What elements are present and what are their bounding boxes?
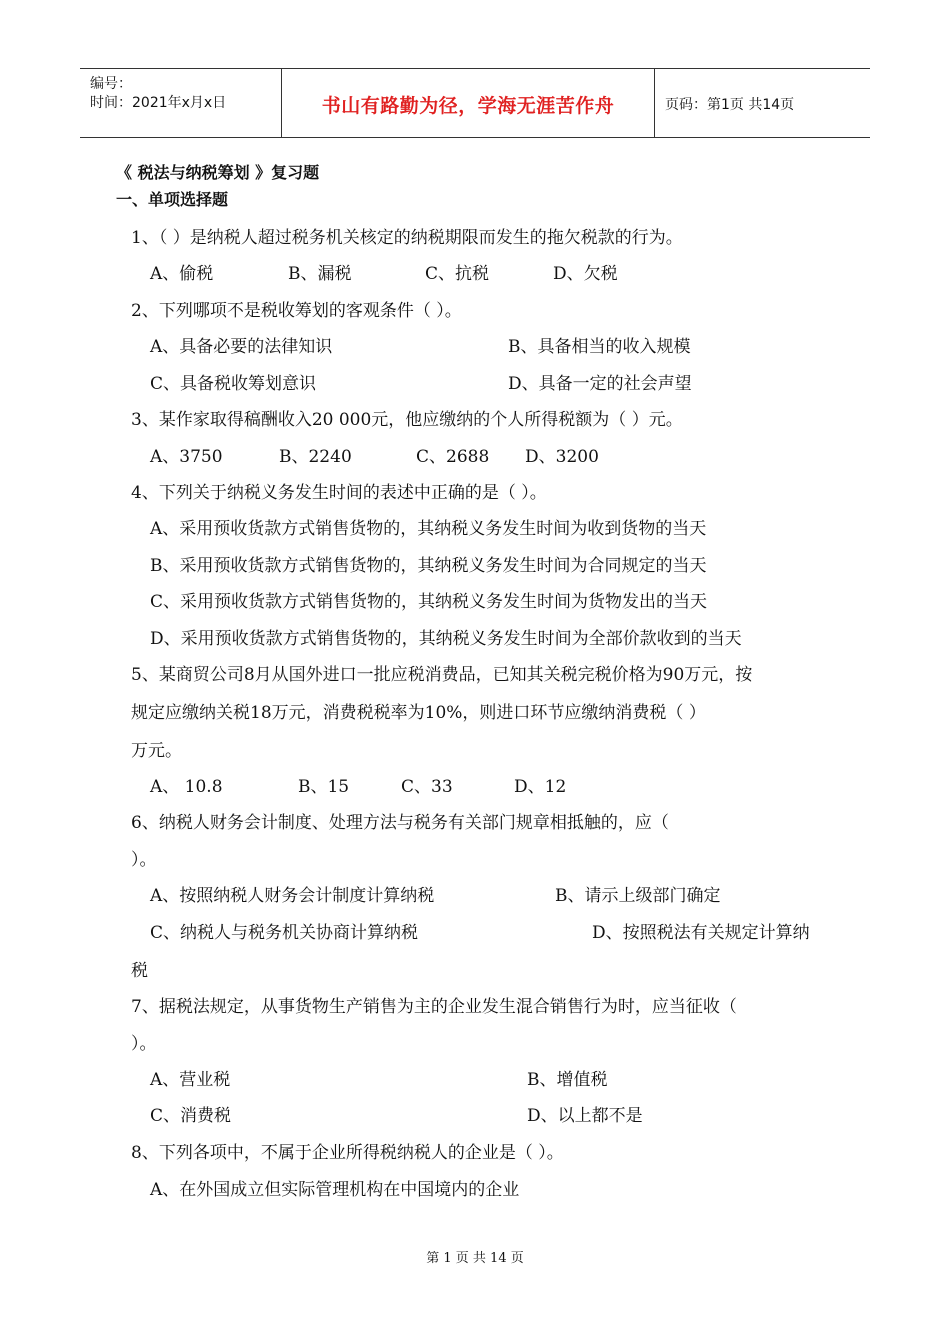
q3-option-a: A、3750 <box>150 447 223 467</box>
header-right-cell <box>655 69 870 137</box>
document-title: 《 税法与纳税筹划 》复习题 <box>116 163 320 182</box>
q6-option-c: C、纳税人与税务机关协商计算纳税 <box>150 923 419 943</box>
question-2: 2、下列哪项不是税收筹划的客观条件（ ）。 <box>131 301 462 321</box>
q3-option-c: C、2688 <box>416 447 490 467</box>
question-5-line-1: 5、某商贸公司8月从国外进口一批应税消费品，已知其关税完税价格为90万元，按 <box>131 665 753 685</box>
q5-option-a: A、 10.8 <box>150 777 223 797</box>
question-1: 1、（ ）是纳税人超过税务机关核定的纳税期限而发生的拖欠税款的行为。 <box>131 228 683 248</box>
q1-option-c: C、抗税 <box>425 264 490 284</box>
q8-option-a: A、在外国成立但实际管理机构在中国境内的企业 <box>150 1180 520 1200</box>
q7-option-a: A、营业税 <box>150 1070 231 1090</box>
question-4: 4、下列关于纳税义务发生时间的表述中正确的是（ ）。 <box>131 483 547 503</box>
q3-option-d: D、3200 <box>525 447 599 467</box>
header-center-cell <box>282 69 655 137</box>
q4-option-a: A、采用预收货款方式销售货物的，其纳税义务发生时间为收到货物的当天 <box>150 519 707 539</box>
q7-option-c: C、消费税 <box>150 1106 232 1126</box>
q6-option-d: D、按照税法有关规定计算纳 <box>592 923 810 943</box>
q4-option-d: D、采用预收货款方式销售货物的，其纳税义务发生时间为全部价款收到的当天 <box>150 629 742 649</box>
q5-option-b: B、15 <box>298 777 350 797</box>
question-5-line-2: 规定应缴纳关税18万元，消费税税率为10%，则进口环节应缴纳消费税（ ） <box>131 703 706 723</box>
q2-option-c: C、具备税收筹划意识 <box>150 374 317 394</box>
motto: 书山有路勤为径，学海无涯苦作舟 <box>321 95 615 117</box>
question-7-line-1: 7、据税法规定，从事货物生产销售为主的企业发生混合销售行为时，应当征收（ <box>131 997 737 1017</box>
q5-option-c: C、33 <box>401 777 453 797</box>
time-label: 时间：2021年x月x日 <box>90 95 227 111</box>
q7-option-b: B、增值税 <box>527 1070 608 1090</box>
q5-option-d: D、12 <box>514 777 567 797</box>
question-8: 8、下列各项中，不属于企业所得税纳税人的企业是（ ）。 <box>131 1143 564 1163</box>
q1-option-b: B、漏税 <box>288 264 352 284</box>
number-label: 编号： <box>90 76 132 92</box>
q6-option-b: B、请示上级部门确定 <box>555 886 721 906</box>
q6-option-a: A、按照纳税人财务会计制度计算纳税 <box>150 886 435 906</box>
q1-option-d: D、欠税 <box>553 264 618 284</box>
question-6-line-1: 6、纳税人财务会计制度、处理方法与税务有关部门规章相抵触的，应（ <box>131 813 669 833</box>
q7-option-d: D、以上都不是 <box>527 1106 643 1126</box>
q2-option-a: A、具备必要的法律知识 <box>150 337 333 357</box>
q4-option-b: B、采用预收货款方式销售货物的，其纳税义务发生时间为合同规定的当天 <box>150 556 707 576</box>
document-header <box>80 68 870 138</box>
q4-option-c: C、采用预收货款方式销售货物的，其纳税义务发生时间为货物发出的当天 <box>150 592 708 612</box>
q1-option-a: A、偷税 <box>150 264 214 284</box>
section-title: 一、单项选择题 <box>116 190 229 209</box>
q6-option-d-continued: 税 <box>131 961 148 981</box>
page-footer: 第 1 页 共 14 页 <box>426 1251 524 1266</box>
page-info: 页码：第1页 共14页 <box>665 97 795 113</box>
question-3: 3、某作家取得稿酬收入20 000元，他应缴纳的个人所得税额为（ ）元。 <box>131 410 683 430</box>
question-7-line-2: ）。 <box>131 1034 157 1054</box>
q2-option-b: B、具备相当的收入规模 <box>508 337 691 357</box>
question-5-line-3: 万元。 <box>131 741 182 761</box>
header-left-cell <box>80 69 282 137</box>
question-6-line-2: ）。 <box>131 850 157 870</box>
q3-option-b: B、2240 <box>279 447 352 467</box>
q2-option-d: D、具备一定的社会声望 <box>508 374 692 394</box>
